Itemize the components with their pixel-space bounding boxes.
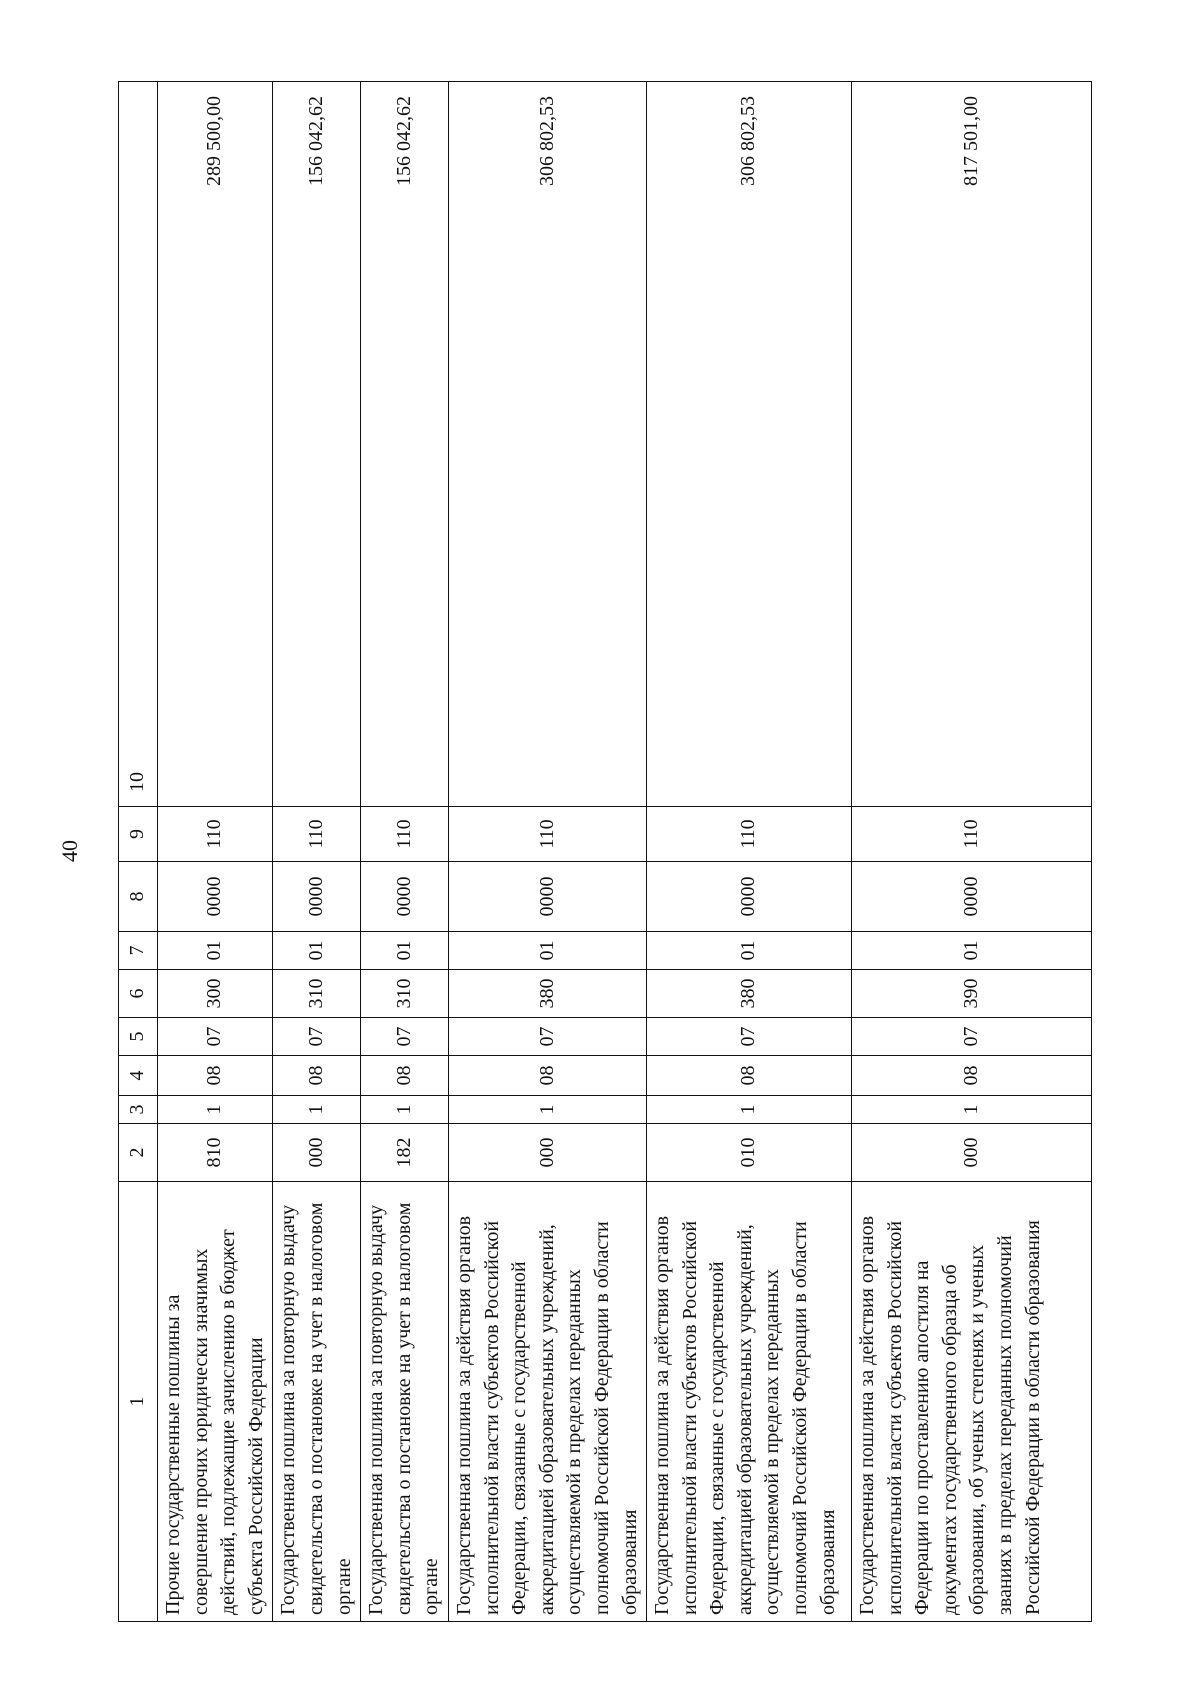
code-cell: 08 (852, 1056, 1092, 1096)
code-cell: 810 (158, 1124, 273, 1182)
code-cell: 01 (647, 932, 852, 970)
code-cell: 08 (647, 1056, 852, 1096)
code-cell: 1 (647, 1096, 852, 1124)
page-number: 40 (57, 840, 82, 862)
column-header: 9 (119, 807, 158, 862)
code-cell: 0000 (158, 862, 273, 932)
code-cell: 1 (158, 1096, 273, 1124)
code-cell: 0000 (448, 862, 646, 932)
fee-table (118, 81, 1092, 1622)
row-description: Государственная пошлина за действия органов исполнительной власти субъектов Российской Федерации, связанные с государственной аккредитацией образовательных учреждений, осуществляемой в пределах переданных полномочий Российской Федерации в области образования (647, 1182, 852, 1622)
table-row (448, 82, 646, 1622)
amount-cell: 156 042,62 (273, 82, 361, 807)
code-cell: 1 (361, 1096, 449, 1124)
code-cell: 0000 (647, 862, 852, 932)
code-cell: 0000 (273, 862, 361, 932)
table-row (647, 82, 852, 1622)
column-header: 3 (119, 1096, 158, 1124)
code-cell: 390 (852, 970, 1092, 1018)
table-row (361, 82, 449, 1622)
amount-cell: 817 501,00 (852, 82, 1092, 807)
code-cell: 010 (647, 1124, 852, 1182)
code-cell: 0000 (361, 862, 449, 932)
code-cell: 07 (647, 1018, 852, 1056)
code-cell: 07 (852, 1018, 1092, 1056)
code-cell: 07 (361, 1018, 449, 1056)
table-row (852, 82, 1092, 1622)
code-cell: 08 (361, 1056, 449, 1096)
code-cell: 1 (273, 1096, 361, 1124)
column-header: 10 (119, 82, 158, 807)
column-header: 1 (119, 1182, 158, 1622)
code-cell: 000 (448, 1124, 646, 1182)
code-cell: 07 (158, 1018, 273, 1056)
code-cell: 1 (448, 1096, 646, 1124)
code-cell: 380 (647, 970, 852, 1018)
code-cell: 01 (273, 932, 361, 970)
code-cell: 01 (158, 932, 273, 970)
code-cell: 08 (448, 1056, 646, 1096)
code-cell: 01 (852, 932, 1092, 970)
column-header: 7 (119, 932, 158, 970)
code-cell: 01 (448, 932, 646, 970)
amount-cell: 306 802,53 (448, 82, 646, 807)
table-row (158, 82, 273, 1622)
code-cell: 000 (273, 1124, 361, 1182)
header-row (119, 82, 158, 1622)
code-cell: 300 (158, 970, 273, 1018)
code-cell: 110 (158, 807, 273, 862)
column-header: 6 (119, 970, 158, 1018)
code-cell: 1 (852, 1096, 1092, 1124)
column-header: 2 (119, 1124, 158, 1182)
row-description: Государственная пошлина за повторную выдачу свидетельства о постановке на учет в налоговом органе (361, 1182, 449, 1622)
row-description: Государственная пошлина за повторную выдачу свидетельства о постановке на учет в налоговом органе (273, 1182, 361, 1622)
column-header: 5 (119, 1018, 158, 1056)
amount-cell: 156 042,62 (361, 82, 449, 807)
code-cell: 310 (273, 970, 361, 1018)
table-row (273, 82, 361, 1622)
code-cell: 380 (448, 970, 646, 1018)
rotated-page-content (118, 82, 1118, 1622)
amount-cell: 289 500,00 (158, 82, 273, 807)
code-cell: 07 (273, 1018, 361, 1056)
code-cell: 110 (361, 807, 449, 862)
code-cell: 01 (361, 932, 449, 970)
code-cell: 08 (158, 1056, 273, 1096)
code-cell: 310 (361, 970, 449, 1018)
code-cell: 110 (647, 807, 852, 862)
column-header: 8 (119, 862, 158, 932)
row-description: Государственная пошлина за действия органов исполнительной власти субъектов Российской Федерации, связанные с государственной аккредитацией образовательных учреждений, осуществляемой в пределах переданных полномочий Российской Федерации в области образования (448, 1182, 646, 1622)
code-cell: 0000 (852, 862, 1092, 932)
row-description: Государственная пошлина за действия органов исполнительной власти субъектов Российской Федерации по проставлению апостиля на документах государственного образца об образовании, об ученых степенях и ученых званиях в пределах переданных полномочий Российской Федерации в области образования (852, 1182, 1092, 1622)
code-cell: 07 (448, 1018, 646, 1056)
code-cell: 110 (852, 807, 1092, 862)
row-description: Прочие государственные пошлины за совершение прочих юридически значимых действий, подлежащие зачислению в бюджет субъекта Российской Федерации (158, 1182, 273, 1622)
code-cell: 08 (273, 1056, 361, 1096)
amount-cell: 306 802,53 (647, 82, 852, 807)
code-cell: 182 (361, 1124, 449, 1182)
code-cell: 110 (448, 807, 646, 862)
code-cell: 110 (273, 807, 361, 862)
column-header: 4 (119, 1056, 158, 1096)
code-cell: 000 (852, 1124, 1092, 1182)
